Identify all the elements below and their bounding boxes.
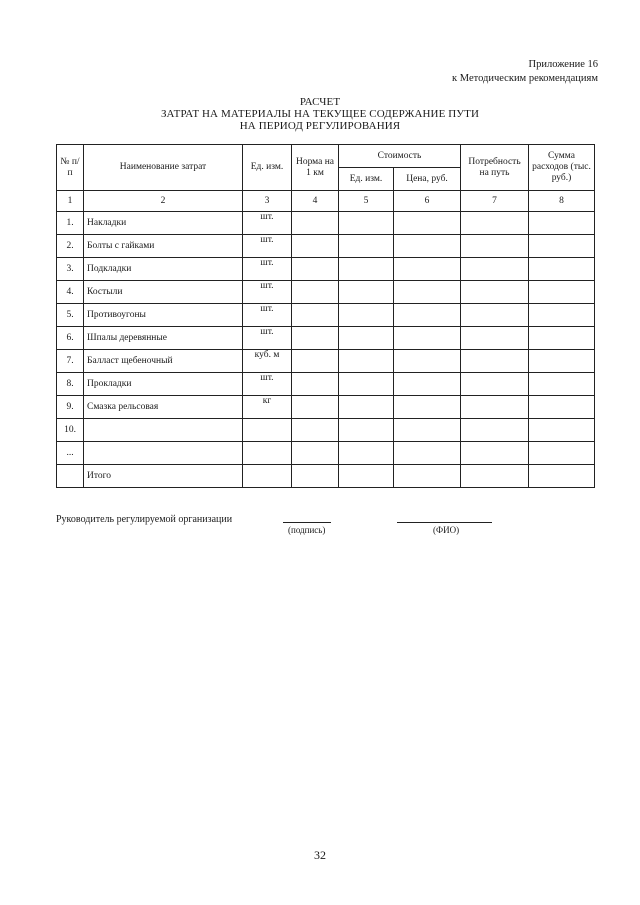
column-number: 5 xyxy=(339,191,394,212)
page-number: 32 xyxy=(314,848,326,862)
row-name-cell: Балласт щебеночный xyxy=(84,350,243,373)
row-cost-unit-cell xyxy=(339,442,394,465)
row-price-cell xyxy=(394,304,461,327)
row-unit-cell: кг xyxy=(243,396,292,419)
row-price-cell xyxy=(394,350,461,373)
row-price-cell xyxy=(394,235,461,258)
table-row xyxy=(57,465,595,488)
row-price-cell xyxy=(394,281,461,304)
table-row xyxy=(57,212,595,235)
row-name-cell: Итого xyxy=(84,465,243,488)
row-name-cell: Болты с гайками xyxy=(84,235,243,258)
table-row xyxy=(57,373,595,396)
row-norm-cell xyxy=(292,419,339,442)
row-norm-cell xyxy=(292,396,339,419)
row-price-cell xyxy=(394,373,461,396)
row-number-cell: 10. xyxy=(57,419,84,442)
row-unit-cell: шт. xyxy=(243,304,292,327)
row-name-cell xyxy=(84,419,243,442)
row-unit-cell: шт. xyxy=(243,212,292,235)
row-cost-unit-cell xyxy=(339,373,394,396)
signature-line xyxy=(283,522,331,523)
row-name-cell: Противоугоны xyxy=(84,304,243,327)
row-norm-cell xyxy=(292,373,339,396)
row-number-cell: 6. xyxy=(57,327,84,350)
row-need-cell xyxy=(461,281,529,304)
row-number-cell: ... xyxy=(57,442,84,465)
header-name: Наименование затрат xyxy=(84,145,243,191)
column-number: 4 xyxy=(292,191,339,212)
row-price-cell xyxy=(394,442,461,465)
table-row xyxy=(57,304,595,327)
table-row xyxy=(57,350,595,373)
row-number-cell: 5. xyxy=(57,304,84,327)
row-norm-cell xyxy=(292,258,339,281)
row-need-cell xyxy=(461,419,529,442)
column-number: 7 xyxy=(461,191,529,212)
signature-label: Руководитель регулируемой организации xyxy=(56,514,233,525)
header-need: Потребность на путь xyxy=(461,145,529,191)
row-unit-cell xyxy=(243,419,292,442)
appendix-note xyxy=(452,58,598,86)
row-number-cell: 7. xyxy=(57,350,84,373)
appendix-line-1: Приложение 16 xyxy=(528,59,598,70)
row-number-cell: 3. xyxy=(57,258,84,281)
row-unit-cell: шт. xyxy=(243,327,292,350)
row-name-cell: Шпалы деревянные xyxy=(84,327,243,350)
row-price-cell xyxy=(394,396,461,419)
column-number: 1 xyxy=(57,191,84,212)
document-title xyxy=(0,96,640,132)
signature-caption: (подпись) xyxy=(288,525,326,535)
row-norm-cell xyxy=(292,327,339,350)
row-cost-unit-cell xyxy=(339,235,394,258)
row-unit-cell xyxy=(243,442,292,465)
row-sum-cell xyxy=(529,442,595,465)
header-norm: Норма на 1 км xyxy=(292,145,339,191)
table-row xyxy=(57,327,595,350)
table-row xyxy=(57,419,595,442)
column-number: 2 xyxy=(84,191,243,212)
title-line-1: РАСЧЕТ xyxy=(299,96,341,108)
row-need-cell xyxy=(461,235,529,258)
row-sum-cell xyxy=(529,281,595,304)
row-name-cell: Смазка рельсовая xyxy=(84,396,243,419)
row-need-cell xyxy=(461,350,529,373)
row-number-cell: 8. xyxy=(57,373,84,396)
row-unit-cell: шт. xyxy=(243,258,292,281)
row-name-cell: Прокладки xyxy=(84,373,243,396)
row-number-cell xyxy=(57,465,84,488)
appendix-line-2: к Методическим рекомендациям xyxy=(452,73,598,84)
row-sum-cell xyxy=(529,327,595,350)
row-name-cell: Костыли xyxy=(84,281,243,304)
header-cost: Стоимость xyxy=(339,145,461,168)
row-norm-cell xyxy=(292,281,339,304)
materials-cost-table xyxy=(56,144,595,488)
row-unit-cell: куб. м xyxy=(243,350,292,373)
title-line-3: НА ПЕРИОД РЕГУЛИРОВАНИЯ xyxy=(239,120,401,132)
title-line-2: ЗАТРАТ НА МАТЕРИАЛЫ НА ТЕКУЩЕЕ СОДЕРЖАНИЕ ПУТИ xyxy=(160,108,480,120)
row-norm-cell xyxy=(292,304,339,327)
row-name-cell xyxy=(84,442,243,465)
row-cost-unit-cell xyxy=(339,465,394,488)
fio-line xyxy=(397,522,492,523)
row-number-cell: 9. xyxy=(57,396,84,419)
row-number-cell: 2. xyxy=(57,235,84,258)
row-number-cell: 1. xyxy=(57,212,84,235)
row-price-cell xyxy=(394,419,461,442)
row-price-cell xyxy=(394,258,461,281)
row-cost-unit-cell xyxy=(339,419,394,442)
row-cost-unit-cell xyxy=(339,212,394,235)
row-need-cell xyxy=(461,327,529,350)
row-norm-cell xyxy=(292,465,339,488)
table-row xyxy=(57,258,595,281)
row-need-cell xyxy=(461,258,529,281)
row-sum-cell xyxy=(529,235,595,258)
fio-caption: (ФИО) xyxy=(433,525,460,535)
table-body xyxy=(57,191,595,488)
column-number: 6 xyxy=(394,191,461,212)
row-sum-cell xyxy=(529,373,595,396)
row-unit-cell: шт. xyxy=(243,235,292,258)
row-cost-unit-cell xyxy=(339,350,394,373)
row-need-cell xyxy=(461,212,529,235)
row-norm-cell xyxy=(292,235,339,258)
row-norm-cell xyxy=(292,212,339,235)
row-need-cell xyxy=(461,442,529,465)
row-norm-cell xyxy=(292,442,339,465)
row-price-cell xyxy=(394,327,461,350)
table-row xyxy=(57,235,595,258)
row-need-cell xyxy=(461,373,529,396)
row-cost-unit-cell xyxy=(339,327,394,350)
header-unit: Ед. изм. xyxy=(243,145,292,191)
row-norm-cell xyxy=(292,350,339,373)
table-row xyxy=(57,442,595,465)
row-unit-cell: шт. xyxy=(243,281,292,304)
row-sum-cell xyxy=(529,304,595,327)
header-no: № п/п xyxy=(57,145,84,191)
row-need-cell xyxy=(461,304,529,327)
row-number-cell: 4. xyxy=(57,281,84,304)
row-need-cell xyxy=(461,465,529,488)
row-sum-cell xyxy=(529,350,595,373)
row-sum-cell xyxy=(529,212,595,235)
table-row xyxy=(57,281,595,304)
row-name-cell: Подкладки xyxy=(84,258,243,281)
row-unit-cell: шт. xyxy=(243,373,292,396)
row-sum-cell xyxy=(529,396,595,419)
header-sum: Сумма расходов (тыс. руб.) xyxy=(529,145,595,191)
row-sum-cell xyxy=(529,465,595,488)
column-number: 3 xyxy=(243,191,292,212)
row-price-cell xyxy=(394,212,461,235)
row-cost-unit-cell xyxy=(339,396,394,419)
row-name-cell: Накладки xyxy=(84,212,243,235)
column-numbers-row xyxy=(57,191,595,212)
row-unit-cell xyxy=(243,465,292,488)
table-row xyxy=(57,396,595,419)
row-cost-unit-cell xyxy=(339,281,394,304)
column-number: 8 xyxy=(529,191,595,212)
row-need-cell xyxy=(461,396,529,419)
row-sum-cell xyxy=(529,419,595,442)
header-cost-price: Цена, руб. xyxy=(394,168,461,191)
row-cost-unit-cell xyxy=(339,258,394,281)
header-cost-unit: Ед. изм. xyxy=(339,168,394,191)
row-price-cell xyxy=(394,465,461,488)
row-sum-cell xyxy=(529,258,595,281)
row-cost-unit-cell xyxy=(339,304,394,327)
